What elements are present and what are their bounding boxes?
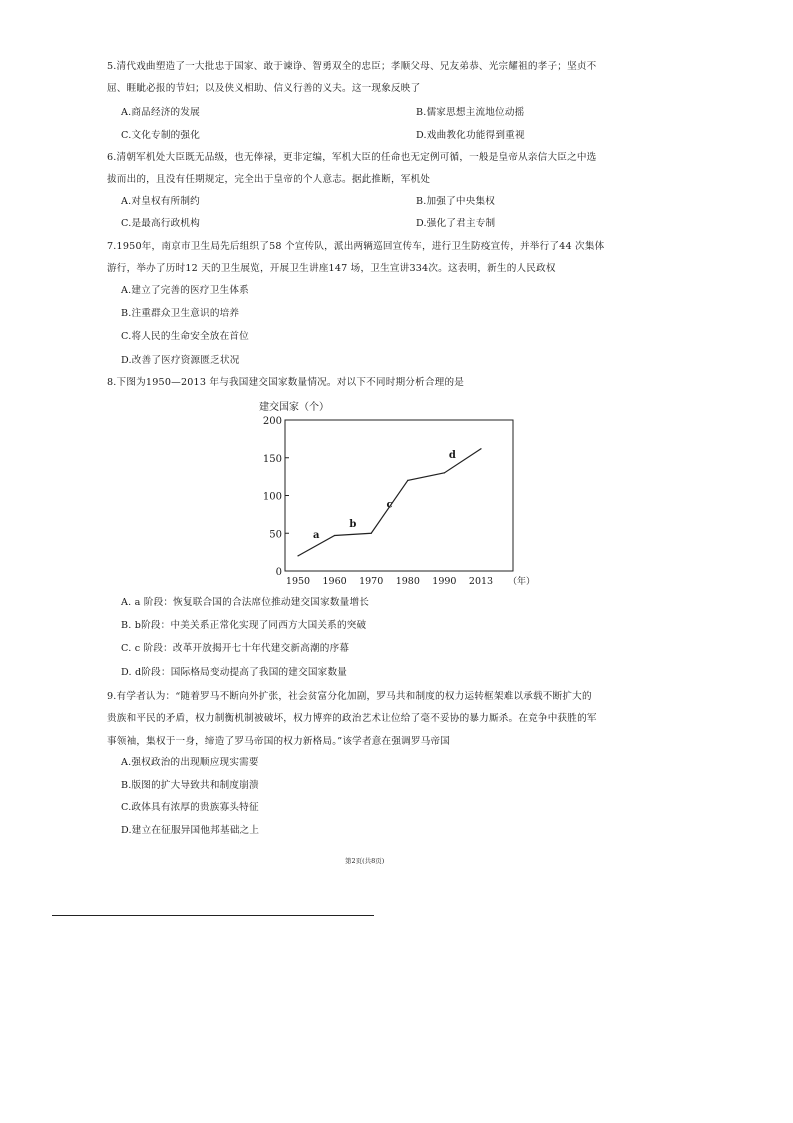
q5-option-b: B.儒家思想主流地位动摇 (416, 107, 525, 118)
q5-option-c: C.文化专制的强化 (121, 130, 201, 141)
q7-option-d: D.改善了医疗资源匮乏状况 (121, 355, 240, 366)
y-tick-label: 100 (262, 491, 282, 503)
q9-option-d: D.建立在征服异国他邦基础之上 (121, 825, 260, 836)
data-point (334, 535, 335, 536)
q8-option-a: A. a 阶段：恢复联合国的合法席位推动建交国家数量增长 (121, 597, 370, 608)
plot-frame (285, 420, 513, 571)
q5-stem-line2: 屈、睚眦必报的节妇；以及侠义相助、信义行善的义夫。这一现象反映了 (107, 83, 421, 94)
q8-option-b: B. b阶段：中美关系正常化实现了同西方大国关系的突破 (121, 620, 367, 631)
q9-option-a: A.强权政治的出现顺应现实需要 (121, 757, 259, 768)
segment-label-d: d (448, 449, 456, 461)
data-point (407, 480, 408, 481)
segment-label-a: a (313, 529, 320, 541)
q9-option-b: B.版图的扩大导致共和制度崩溃 (121, 780, 259, 791)
y-tick-label: 0 (275, 567, 282, 578)
footnote-rule (52, 915, 374, 916)
q7-option-c: C.将人民的生命安全放在首位 (121, 331, 249, 342)
q8-stem: 8.下图为1950—2013 年与我国建交国家数量情况。对以下不同时期分析合理的是 (107, 377, 465, 388)
y-tick-label: 200 (262, 416, 282, 427)
q6-option-c: C.是最高行政机构 (121, 218, 201, 229)
q9-stem-line1: 9.有学者认为：“随着罗马不断向外扩张，社会贫富分化加剧，罗马共和制度的权力运转框架难以承载不断扩大的 (107, 691, 592, 702)
data-point (444, 472, 445, 473)
y-axis-label: 建交国家（个） (259, 402, 329, 413)
q8-option-c: C. c 阶段：改革开放揭开七十年代建交新高潮的序幕 (121, 643, 350, 654)
y-tick-label: 150 (262, 453, 282, 465)
x-tick-label: 1970 (359, 576, 384, 587)
diplomatic-relations-line-chart (255, 398, 545, 588)
data-point (480, 448, 481, 449)
segment-label-b: b (349, 519, 357, 531)
y-tick-label: 50 (269, 529, 282, 541)
x-tick-label: 1980 (395, 576, 420, 587)
q6-option-d: D.强化了君主专制 (416, 218, 496, 229)
page-footer: 第2页(共8页) (345, 857, 385, 865)
q7-option-b: B.注重群众卫生意识的培养 (121, 308, 240, 319)
q9-option-c: C.政体具有浓厚的贵族寡头特征 (121, 802, 259, 813)
q7-stem-line1: 7.1950年，南京市卫生局先后组织了58 个宣传队，派出两辆巡回宣传车，进行卫生防疫宣传，并举行了44 次集体 (107, 241, 605, 252)
q5-option-a: A.商品经济的发展 (121, 107, 200, 118)
x-axis-label: （年） (508, 577, 536, 587)
q8-option-d: D. d阶段：国际格局变动提高了我国的建交国家数量 (121, 667, 348, 678)
x-tick-label: 1990 (432, 576, 457, 587)
q7-option-a: A.建立了完善的医疗卫生体系 (121, 285, 249, 296)
x-tick-label: 1950 (285, 576, 311, 587)
q5-option-d: D.戏曲教化功能得到重视 (416, 130, 525, 141)
q9-stem-line3: 事领袖，集权于一身，缔造了罗马帝国的权力新格局。”该学者意在强调罗马帝国 (107, 736, 451, 747)
x-tick-label: 1960 (322, 576, 347, 587)
x-tick-label: 2013 (468, 576, 494, 587)
q6-option-a: A.对皇权有所制约 (121, 196, 200, 207)
q9-stem-line2: 贵族和平民的矛盾，权力制衡机制被破坏，权力博弈的政治艺术让位给了毫不妥协的暴力厮杀。在竞争中获胜的军 (107, 713, 597, 724)
q5-stem-line1: 5.清代戏曲塑造了一大批忠于国家、敢于谏诤、智勇双全的忠臣；孝顺父母、兄友弟恭、光宗耀祖的孝子；坚贞不 (107, 61, 597, 72)
q7-stem-line2: 游行，举办了历时12 天的卫生展览，开展卫生讲座147 场，卫生宣讲334次。这表明，新生的人民政权 (107, 263, 556, 274)
q6-stem-line2: 拔而出的，且没有任期规定，完全出于皇帝的个人意志。据此推断，军机处 (107, 174, 431, 185)
q6-option-b: B.加强了中央集权 (416, 196, 496, 207)
data-point (297, 555, 298, 556)
segment-label-c: c (386, 499, 393, 511)
q6-stem-line1: 6.清朝军机处大臣既无品级，也无俸禄，更非定编，军机大臣的任命也无定例可循，一般是皇帝从亲信大臣之中选 (107, 152, 597, 163)
data-point (371, 533, 372, 534)
